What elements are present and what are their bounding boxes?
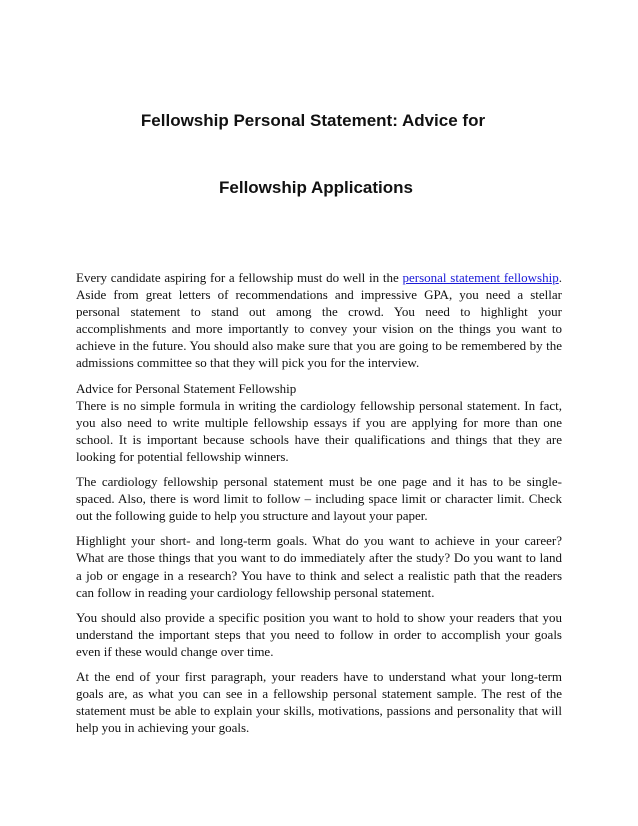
- intro-text-after-link: . Aside from great letters of recommendations and impressive GPA, you need a stellar personal statement to stand out among the crowd. You need to highlight your accomplishments and more importantly to convey your vision on the things you want to achieve in the future. You should also make sure that you are going to be remembered by the admissions committee so that they will pick you for the interview.: [76, 270, 562, 371]
- document-body: [76, 269, 562, 736]
- page-title-line-2: Fellowship Applications: [219, 178, 413, 197]
- paragraph-goals: Highlight your short- and long-term goals. What do you want to achieve in your career? What are those things that you want to do immediately after the study? Do you want to land a job or engage in a research? You have to think and select a realistic path that the readers can follow in reading your cardiology fellowship personal statement.: [76, 533, 562, 600]
- paragraph-conclusion: At the end of your first paragraph, your readers have to understand what your long-term goals are, as what you can see in a fellowship personal statement sample. The rest of the statement must be able to explain your skills, motivations, passions and personality that will help you in achieving your goals.: [76, 668, 562, 736]
- intro-text-before-link: Every candidate aspiring for a fellowship must do well in the: [76, 270, 403, 285]
- page-title-line-1: Fellowship Personal Statement: Advice for: [140, 111, 486, 130]
- paragraph-length-limits: The cardiology fellowship personal statement must be one page and it has to be single-spaced. Also, there is word limit to follow – including space limit or character limit. Check out the following guide to help you structure and layout your paper.: [76, 474, 562, 524]
- paragraph-formula: There is no simple formula in writing the cardiology fellowship personal statement. In fact, you also need to write multiple fellowship essays if you are applying for more than one school. It is important because schools have their qualifications and things that they are looking for potential fellowship winners.: [76, 397, 562, 464]
- section-subheading: Advice for Personal Statement Fellowship: [76, 380, 297, 396]
- intro-paragraph: [76, 269, 562, 372]
- personal-statement-fellowship-link[interactable]: personal statement fellowship: [402, 270, 559, 285]
- paragraph-position: You should also provide a specific position you want to hold to show your readers that you understand the important steps that you need to follow in order to accomplish your goals even if these would change over time.: [76, 609, 562, 659]
